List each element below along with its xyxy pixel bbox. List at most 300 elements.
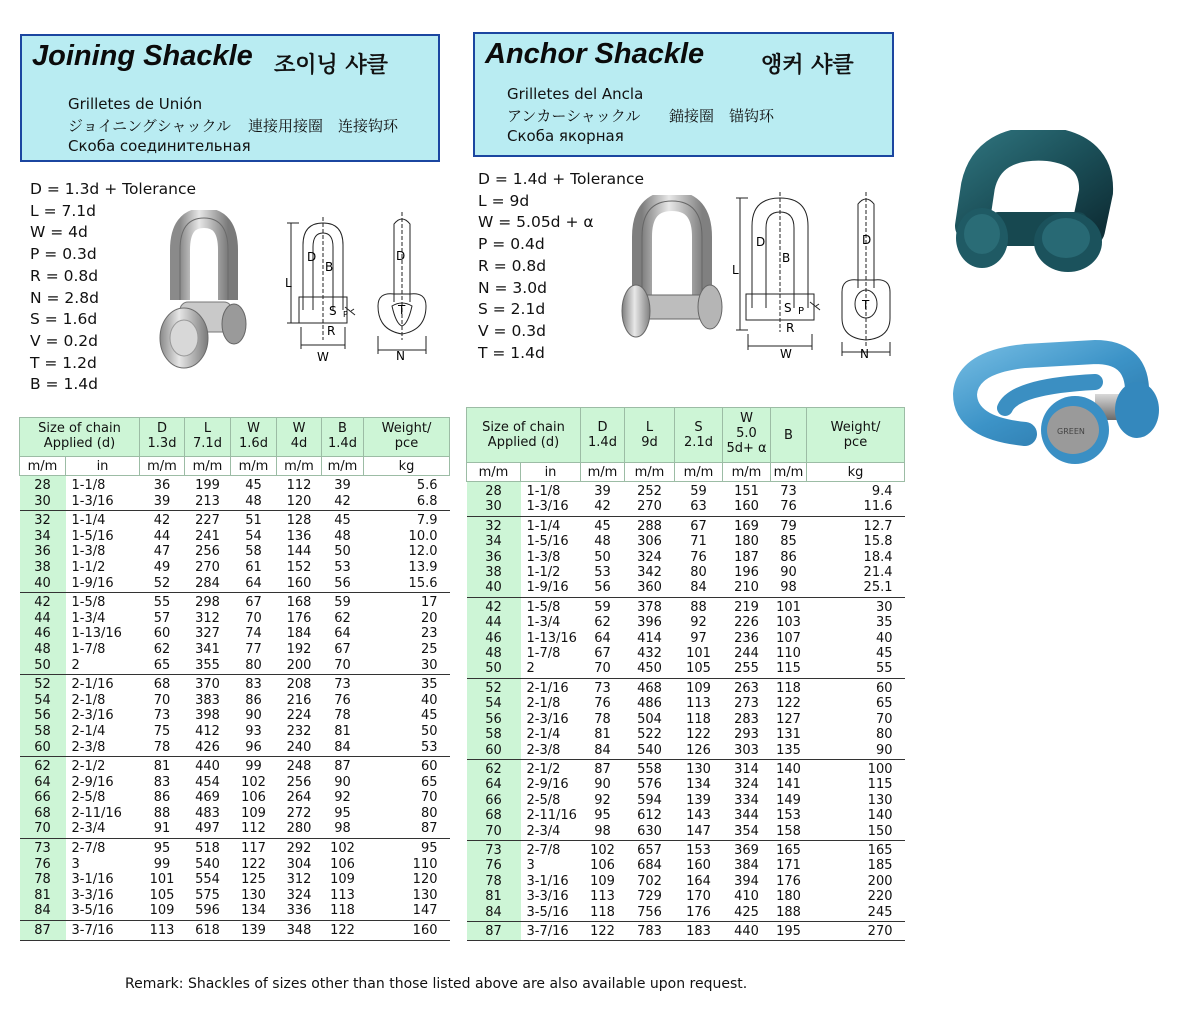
cell-value: 1-1/2 <box>526 565 561 581</box>
cell-value: 2-7/8 <box>71 841 106 857</box>
cell-value: 87 <box>334 759 351 775</box>
cell-value: 65 <box>875 696 893 712</box>
unit-cell: m/m <box>231 457 277 476</box>
cell-value: 112 <box>241 821 266 837</box>
cell-value: 71 <box>690 534 707 550</box>
table-cell <box>467 678 521 759</box>
table-cell <box>807 482 905 517</box>
cell-value: 227 <box>195 513 220 529</box>
table-cell <box>723 678 771 759</box>
cell-value: 125 <box>241 872 266 888</box>
cell-value: 12.7 <box>863 518 893 534</box>
table-cell <box>322 511 364 593</box>
cell-value: 188 <box>776 904 801 920</box>
table-cell <box>521 759 581 840</box>
table-cell <box>231 593 277 675</box>
cell-value: 50 <box>34 657 51 673</box>
cell-value: 135 <box>776 742 801 758</box>
cell-value: 440 <box>734 923 759 939</box>
cell-value: 127 <box>776 711 801 727</box>
cell-value: 74 <box>245 626 262 642</box>
cell-value: 160 <box>286 575 312 591</box>
green-shackle-photo <box>948 130 1124 280</box>
cell-value: 39 <box>594 484 611 499</box>
unit-cell: kg <box>364 457 450 476</box>
cell-value: 15.8 <box>863 534 893 550</box>
cell-value: 32 <box>485 518 502 534</box>
diagram-label-D: D <box>862 233 872 247</box>
cell-value: 97 <box>690 630 707 646</box>
cell-value: 49 <box>153 559 171 575</box>
cell-value: 1-3/8 <box>71 544 106 560</box>
table-cell <box>277 476 322 511</box>
cell-value: 169 <box>734 518 759 534</box>
diagram-label-R: R <box>786 321 795 335</box>
table-cell <box>140 839 185 921</box>
cell-value: 450 <box>637 661 662 677</box>
cell-value: 122 <box>590 923 615 939</box>
cell-value: 176 <box>686 904 711 920</box>
cell-value: 153 <box>776 808 801 824</box>
cell-value: 140 <box>867 808 893 824</box>
col-name: B <box>338 421 347 436</box>
cell-value: 3-7/16 <box>71 923 114 939</box>
table-cell <box>771 482 807 517</box>
cell-value: 54 <box>34 692 51 708</box>
cell-value: 42 <box>334 493 351 509</box>
cell-value: 92 <box>690 615 707 631</box>
cell-value: 3-7/16 <box>526 923 569 939</box>
cell-value: 70 <box>594 661 611 677</box>
table-cell <box>185 476 231 511</box>
cell-value: 87 <box>34 923 51 939</box>
table-cell <box>467 482 521 517</box>
cell-value: 80 <box>245 657 262 673</box>
cell-value: 130 <box>686 761 711 777</box>
table-cell <box>20 675 66 757</box>
cell-value: 56 <box>334 575 351 591</box>
col-formula: 1.3d <box>147 436 177 451</box>
cell-value: 469 <box>195 790 220 806</box>
cell-value: 36 <box>34 544 51 560</box>
cell-value: 2-1/8 <box>526 696 561 712</box>
cell-value: 70 <box>334 657 351 673</box>
cell-value: 66 <box>485 792 502 808</box>
cell-value: 2-1/8 <box>71 692 106 708</box>
cell-value: 62 <box>594 615 611 631</box>
cell-value: 68 <box>34 805 51 821</box>
table-row-group <box>20 675 450 757</box>
cell-value: 486 <box>637 696 662 712</box>
cell-value: 34 <box>34 528 51 544</box>
table-cell <box>771 921 807 940</box>
cell-value: 410 <box>734 889 759 905</box>
cell-value: 64 <box>34 774 51 790</box>
cell-value: 99 <box>153 856 171 872</box>
cell-value: 78 <box>485 873 502 889</box>
table-row-group <box>20 593 450 675</box>
cell-value: 60 <box>485 742 502 758</box>
cell-value: 245 <box>867 904 893 920</box>
joining-title: Joining Shackle <box>32 40 253 72</box>
cell-value: 594 <box>637 792 662 808</box>
cell-value: 80 <box>690 565 707 581</box>
cell-value: 134 <box>241 903 266 919</box>
cell-value: 34 <box>485 534 502 550</box>
col-formula: 1.6d <box>239 436 268 451</box>
cell-value: 60 <box>420 759 438 775</box>
cell-value: 98 <box>594 823 611 839</box>
cell-value: 2-1/16 <box>71 677 114 693</box>
cell-value: 702 <box>637 873 662 889</box>
cell-value: 192 <box>286 641 312 657</box>
table-cell <box>364 511 450 593</box>
cell-value: 618 <box>195 923 220 939</box>
formula-line: S = 1.6d <box>30 310 98 329</box>
cell-value: 95 <box>594 808 611 824</box>
cell-value: 304 <box>286 856 312 872</box>
table-row-group <box>20 511 450 593</box>
cell-value: 355 <box>195 657 220 673</box>
cell-value: 336 <box>286 903 312 919</box>
table-cell <box>625 759 675 840</box>
size-header <box>20 418 140 457</box>
cell-value: 360 <box>637 580 662 596</box>
anchor-header-box <box>473 32 894 157</box>
cell-value: 78 <box>153 739 171 755</box>
cell-value: 53 <box>420 739 438 755</box>
table-cell <box>521 678 581 759</box>
cell-value: 102 <box>330 841 355 857</box>
cell-value: 150 <box>867 823 893 839</box>
cell-value: 2-3/16 <box>526 711 569 727</box>
cell-value: 293 <box>734 727 759 743</box>
cell-value: 62 <box>34 759 51 775</box>
col-header <box>807 408 905 463</box>
cell-value: 76 <box>485 858 502 874</box>
table-cell <box>771 759 807 840</box>
cell-value: 113 <box>590 889 615 905</box>
diagram-label-P: P <box>343 310 348 319</box>
cell-value: 187 <box>734 549 759 565</box>
size-header <box>467 408 581 463</box>
cell-value: 118 <box>686 711 711 727</box>
cell-value: 370 <box>195 677 220 693</box>
cell-value: 9.4 <box>871 484 893 499</box>
cell-value: 185 <box>867 858 893 874</box>
cell-value: 2-3/4 <box>526 823 561 839</box>
cell-value: 141 <box>776 777 801 793</box>
cell-value: 50 <box>420 723 438 739</box>
table-cell <box>581 482 625 517</box>
cell-value: 240 <box>286 739 312 755</box>
cell-value: 303 <box>734 742 759 758</box>
cell-value: 84 <box>594 742 611 758</box>
cell-value: 241 <box>195 528 220 544</box>
cell-value: 64 <box>245 575 262 591</box>
cell-value: 554 <box>195 872 220 888</box>
cell-value: 226 <box>734 615 759 631</box>
cell-value: 224 <box>286 708 312 724</box>
cell-value: 91 <box>153 821 171 837</box>
cell-value: 58 <box>245 544 262 560</box>
cell-value: 62 <box>485 761 502 777</box>
table-cell <box>140 593 185 675</box>
col-name: S <box>694 420 703 435</box>
table-cell <box>277 675 322 757</box>
cell-value: 110 <box>776 646 801 662</box>
cell-value: 73 <box>153 708 171 724</box>
cell-value: 432 <box>637 646 662 662</box>
cell-value: 25 <box>420 641 438 657</box>
cell-value: 160 <box>412 923 438 939</box>
unit-cell: kg <box>807 463 905 482</box>
cell-value: 38 <box>485 565 502 581</box>
diagram-label-W: W <box>780 347 792 360</box>
unit-cell: m/m <box>771 463 807 482</box>
cell-value: 255 <box>734 661 759 677</box>
joining-spec-table <box>19 417 450 941</box>
cell-value: 84 <box>690 580 707 596</box>
cell-value: 98 <box>334 821 351 837</box>
cell-value: 2-1/2 <box>71 759 106 775</box>
table-cell <box>364 921 450 941</box>
table-cell <box>723 482 771 517</box>
cell-value: 42 <box>594 499 611 515</box>
table-cell <box>364 757 450 839</box>
anchor-side-diagram <box>836 192 898 360</box>
cell-value: 134 <box>686 777 711 793</box>
cell-value: 180 <box>734 534 759 550</box>
col-name: Weight/ <box>830 420 881 435</box>
table-cell <box>20 476 66 511</box>
diagram-label-S: S <box>784 301 792 315</box>
cell-value: 62 <box>334 610 351 626</box>
cell-value: 75 <box>153 723 171 739</box>
cell-value: 729 <box>637 889 662 905</box>
table-cell <box>581 921 625 940</box>
cell-value: 73 <box>485 842 502 858</box>
table-cell <box>322 476 364 511</box>
table-cell <box>231 757 277 839</box>
cell-value: 200 <box>286 657 312 673</box>
cell-value: 354 <box>734 823 759 839</box>
cell-value: 283 <box>734 711 759 727</box>
cell-value: 3 <box>71 856 80 872</box>
cell-value: 2-3/16 <box>71 708 114 724</box>
cell-value: 684 <box>637 858 662 874</box>
cell-value: 199 <box>195 478 220 493</box>
cell-value: 47 <box>153 544 171 560</box>
cell-value: 28 <box>485 484 502 499</box>
formula-line: L = 9d <box>478 191 530 210</box>
formula-line: L = 7.1d <box>30 201 96 220</box>
cell-value: 176 <box>286 610 312 626</box>
table-cell <box>807 921 905 940</box>
table-cell <box>277 921 322 941</box>
cell-value: 81 <box>153 759 171 775</box>
cell-value: 1-9/16 <box>526 580 569 596</box>
table-cell <box>66 593 140 675</box>
table-cell <box>771 678 807 759</box>
cell-value: 95 <box>420 841 438 857</box>
cell-value: 50 <box>334 544 351 560</box>
diagram-label-B: B <box>325 260 334 274</box>
table-cell <box>675 921 723 940</box>
cell-value: 23 <box>420 626 438 642</box>
cell-value: 252 <box>637 484 662 499</box>
cell-value: 122 <box>330 923 355 939</box>
col-header <box>140 418 185 457</box>
anchor-chinese-simp: 锚钩环 <box>729 107 775 125</box>
col-name: D <box>597 420 608 435</box>
cell-value: 168 <box>286 595 312 611</box>
cell-value: 40 <box>34 575 51 591</box>
cell-value: 112 <box>286 478 312 493</box>
col-header <box>771 408 807 463</box>
cell-value: 1-1/4 <box>71 513 106 529</box>
cell-value: 2-1/2 <box>526 761 561 777</box>
cell-value: 117 <box>241 841 266 857</box>
cell-value: 102 <box>241 774 266 790</box>
joining-header-box <box>20 34 440 162</box>
cell-value: 3-1/16 <box>71 872 114 888</box>
cell-value: 118 <box>590 904 615 920</box>
table-cell <box>675 840 723 921</box>
cell-value: 270 <box>195 559 220 575</box>
table-cell <box>140 511 185 593</box>
cell-value: 1-1/8 <box>526 484 561 499</box>
cell-value: 87 <box>485 923 502 939</box>
cell-value: 25.1 <box>863 580 893 596</box>
cell-value: 756 <box>637 904 662 920</box>
col-header <box>231 418 277 457</box>
table-cell <box>364 839 450 921</box>
cell-value: 42 <box>34 595 51 611</box>
table-cell <box>675 516 723 597</box>
cell-value: 58 <box>34 723 51 739</box>
unit-cell: m/m <box>185 457 231 476</box>
cell-value: 140 <box>776 761 801 777</box>
diagram-label-L: L <box>285 276 292 290</box>
table-cell <box>581 597 625 678</box>
col-name: Weight/ <box>381 421 432 436</box>
table-cell <box>364 476 450 511</box>
cell-value: 80 <box>420 805 438 821</box>
cell-value: 149 <box>776 792 801 808</box>
table-row-group <box>467 840 905 921</box>
joining-shackle-image <box>152 210 248 380</box>
cell-value: 244 <box>734 646 759 662</box>
cell-value: 60 <box>875 680 893 696</box>
table-cell <box>364 675 450 757</box>
cell-value: 15.6 <box>408 575 438 591</box>
cell-value: 50 <box>594 549 611 565</box>
cell-value: 101 <box>686 646 711 662</box>
cell-value: 84 <box>485 904 502 920</box>
col-name: W <box>292 421 306 436</box>
diagram-label-N: N <box>396 349 405 362</box>
table-cell <box>185 757 231 839</box>
cell-value: 52 <box>34 677 51 693</box>
diagram-label-T: T <box>862 298 870 312</box>
cell-value: 56 <box>594 580 611 596</box>
table-cell <box>807 516 905 597</box>
cell-value: 2-3/4 <box>71 821 106 837</box>
cell-value: 103 <box>776 615 801 631</box>
cell-value: 384 <box>734 858 759 874</box>
table-cell <box>625 921 675 940</box>
cell-value: 28 <box>34 478 51 493</box>
cell-value: 152 <box>286 559 312 575</box>
table-cell <box>322 593 364 675</box>
cell-value: 90 <box>334 774 351 790</box>
cell-value: 263 <box>734 680 759 696</box>
cell-value: 216 <box>286 692 312 708</box>
cell-value: 540 <box>637 742 662 758</box>
cell-value: 342 <box>637 565 662 581</box>
cell-value: 76 <box>780 499 797 515</box>
table-cell <box>807 840 905 921</box>
cell-value: 60 <box>153 626 171 642</box>
cell-value: 45 <box>875 646 893 662</box>
cell-value: 558 <box>637 761 662 777</box>
table-cell <box>467 759 521 840</box>
table-row-group <box>467 921 905 940</box>
cell-value: 164 <box>686 873 711 889</box>
cell-value: 79 <box>780 518 797 534</box>
cell-value: 86 <box>245 692 262 708</box>
table-row-group <box>20 921 450 941</box>
cell-value: 1-3/4 <box>526 615 561 631</box>
joining-spanish: Grilletes de Unión <box>68 95 203 113</box>
cell-value: 213 <box>195 493 220 509</box>
cell-value: 81 <box>34 887 51 903</box>
cell-value: 42 <box>153 513 171 529</box>
cell-value: 54 <box>245 528 262 544</box>
cell-value: 54 <box>485 696 502 712</box>
cell-value: 2-7/8 <box>526 842 561 858</box>
cell-value: 18.4 <box>863 549 893 565</box>
cell-value: 65 <box>420 774 438 790</box>
cell-value: 44 <box>485 615 502 631</box>
cell-value: 76 <box>690 549 707 565</box>
cell-value: 497 <box>195 821 220 837</box>
cell-value: 42 <box>485 599 502 615</box>
cell-value: 3-3/16 <box>71 887 114 903</box>
cell-value: 113 <box>686 696 711 712</box>
anchor-russian: Скоба якорная <box>507 127 624 145</box>
cell-value: 30 <box>485 499 502 515</box>
cell-value: 118 <box>776 680 801 696</box>
table-cell <box>322 839 364 921</box>
unit-cell: m/m <box>140 457 185 476</box>
cell-value: 483 <box>195 805 220 821</box>
cell-value: 70 <box>34 821 51 837</box>
cell-value: 200 <box>867 873 893 889</box>
cell-value: 440 <box>195 759 220 775</box>
cell-value: 270 <box>637 499 662 515</box>
cell-value: 160 <box>734 499 759 515</box>
cell-value: 270 <box>867 923 893 939</box>
cell-value: 38 <box>34 559 51 575</box>
cell-value: 48 <box>245 493 262 509</box>
cell-value: 288 <box>637 518 662 534</box>
cell-value: 73 <box>34 841 51 857</box>
table-cell <box>231 476 277 511</box>
cell-value: 1-7/8 <box>71 641 106 657</box>
cell-value: 180 <box>776 889 801 905</box>
